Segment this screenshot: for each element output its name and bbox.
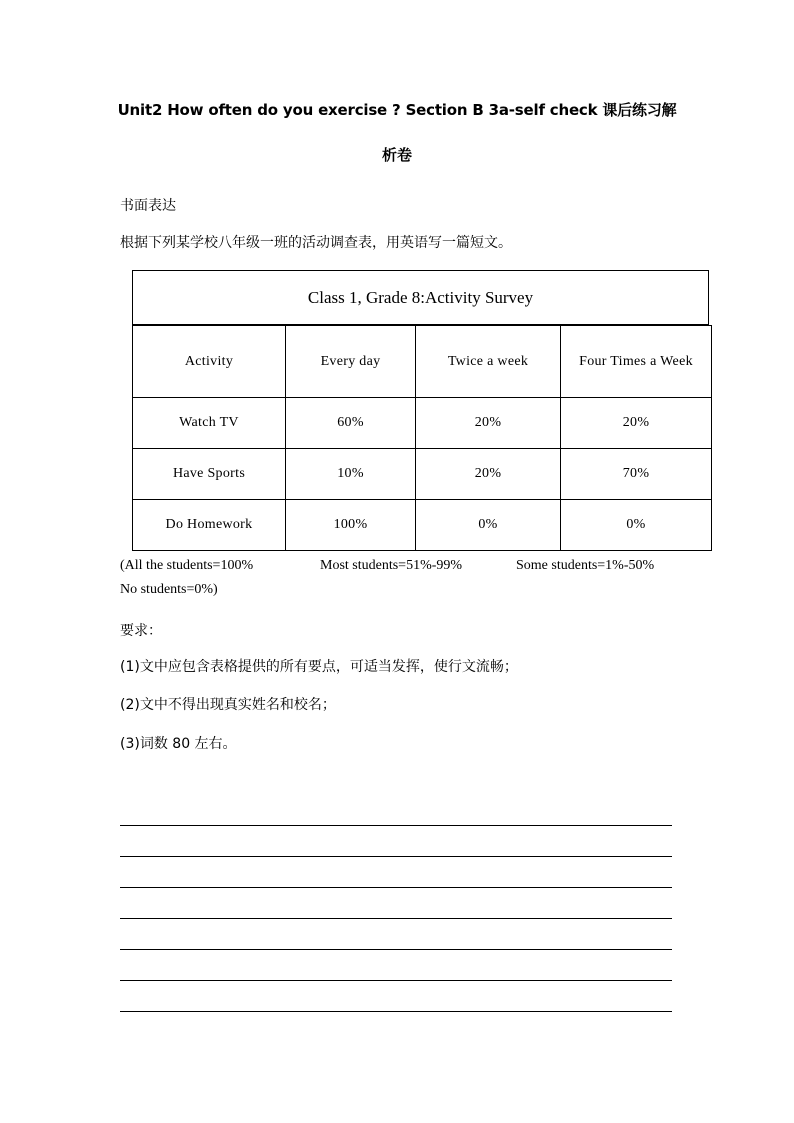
legend-most: Most students=51%-99% (320, 558, 463, 573)
header-cell: Every day (286, 326, 416, 398)
requirements-label: 要求： (120, 623, 162, 639)
table-row (133, 449, 712, 500)
section-label: 书面表达 (120, 198, 176, 214)
table-cell: 60% (286, 398, 416, 449)
header-cell: Twice a week (416, 326, 561, 398)
answer-line[interactable] (120, 1011, 672, 1012)
table-cell: Watch TV (133, 398, 286, 449)
table-row (133, 500, 712, 551)
table-cell: 70% (561, 449, 712, 500)
legend-some: Some students=1%-50% (516, 558, 655, 573)
header-cell: Four Times a Week (561, 326, 712, 398)
table-cell: 0% (416, 500, 561, 551)
answer-line[interactable] (120, 856, 672, 857)
table-cell: 10% (286, 449, 416, 500)
legend-all: (All the students=100% (120, 558, 254, 573)
answer-line[interactable] (120, 949, 672, 950)
table-cell: 100% (286, 500, 416, 551)
header-cell: Activity (133, 326, 286, 398)
page-title: Unit2 How often do you exercise ? Section B 3a-self check 课后练习解 (117, 101, 677, 119)
table-cell: Have Sports (133, 449, 286, 500)
table-cell: 20% (561, 398, 712, 449)
requirement-item: (3)词数 80 左右。 (120, 736, 237, 752)
table-cell: Do Homework (133, 500, 286, 551)
answer-line[interactable] (120, 887, 672, 888)
requirement-item: (1)文中应包含表格提供的所有要点，可适当发挥，使行文流畅； (120, 659, 518, 675)
table-cell: 0% (561, 500, 712, 551)
answer-line[interactable] (120, 825, 672, 826)
page-title-continued: 析卷 (381, 146, 412, 164)
instruction-text: 根据下列某学校八年级一班的活动调查表，用英语写一篇短文。 (120, 235, 512, 251)
requirement-item: (2)文中不得出现真实姓名和校名； (120, 697, 336, 713)
table-header-row (133, 326, 712, 398)
table-caption: Class 1, Grade 8:Activity Survey (132, 270, 709, 325)
table-cell: 20% (416, 398, 561, 449)
table-row (133, 398, 712, 449)
answer-line[interactable] (120, 980, 672, 981)
survey-table (132, 270, 712, 555)
table-cell: 20% (416, 449, 561, 500)
survey-grid (132, 325, 712, 551)
answer-line[interactable] (120, 918, 672, 919)
legend-none: No students=0%) (120, 582, 218, 597)
